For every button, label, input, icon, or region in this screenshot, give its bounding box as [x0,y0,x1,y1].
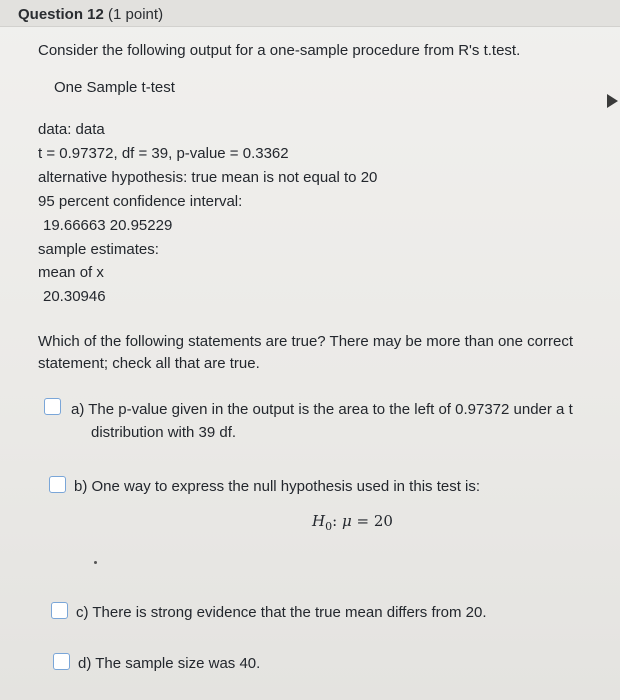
null-hypothesis-equation [312,512,393,533]
output-line: 95 percent confidence interval: [38,193,243,210]
output-line: t = 0.97372, df = 39, p-value = 0.3362 [38,145,289,162]
math-sub: 0 [325,520,333,533]
collapse-arrow-icon[interactable] [607,94,618,108]
question-header [0,0,620,27]
choice-d-checkbox[interactable] [53,653,70,670]
math-colon: : [332,512,338,530]
output-line: 19.66663 20.95229 [43,217,173,234]
math-mu: μ [341,512,352,530]
choice-c-label[interactable]: c) There is strong evidence that the true mean differs from 20. [76,604,487,621]
question-intro: Consider the following output for a one-sample procedure from R's t.test. [38,42,521,59]
output-heading: One Sample t-test [54,79,175,96]
math-equals: = [356,512,370,530]
choice-b-checkbox[interactable] [49,476,66,493]
choice-a-checkbox[interactable] [44,398,61,415]
question-prompt: Which of the following statements are true? There may be more than one correct statement; check all that are true. [38,333,573,372]
question-title [18,6,163,23]
choice-b-label[interactable]: b) One way to express the null hypothesis used in this test is: [74,478,481,495]
question-number: Question 12 [18,6,104,23]
math-h: H [312,512,326,530]
output-line: sample estimates: [38,241,159,258]
output-line: alternative hypothesis: true mean is not equal to 20 [38,169,378,186]
question-points: (1 point) [108,6,164,23]
stray-dot [94,561,97,564]
output-line: 20.30946 [43,288,106,305]
math-value: 20 [373,512,393,530]
choice-c-checkbox[interactable] [51,602,68,619]
output-line: data: data [38,121,105,138]
choice-d-label[interactable]: d) The sample size was 40. [78,655,261,672]
choice-a-label[interactable]: a) The p-value given in the output is the area to the left of 0.97372 under a t distribution with 39 df. [71,401,573,441]
output-line: mean of x [38,264,104,281]
